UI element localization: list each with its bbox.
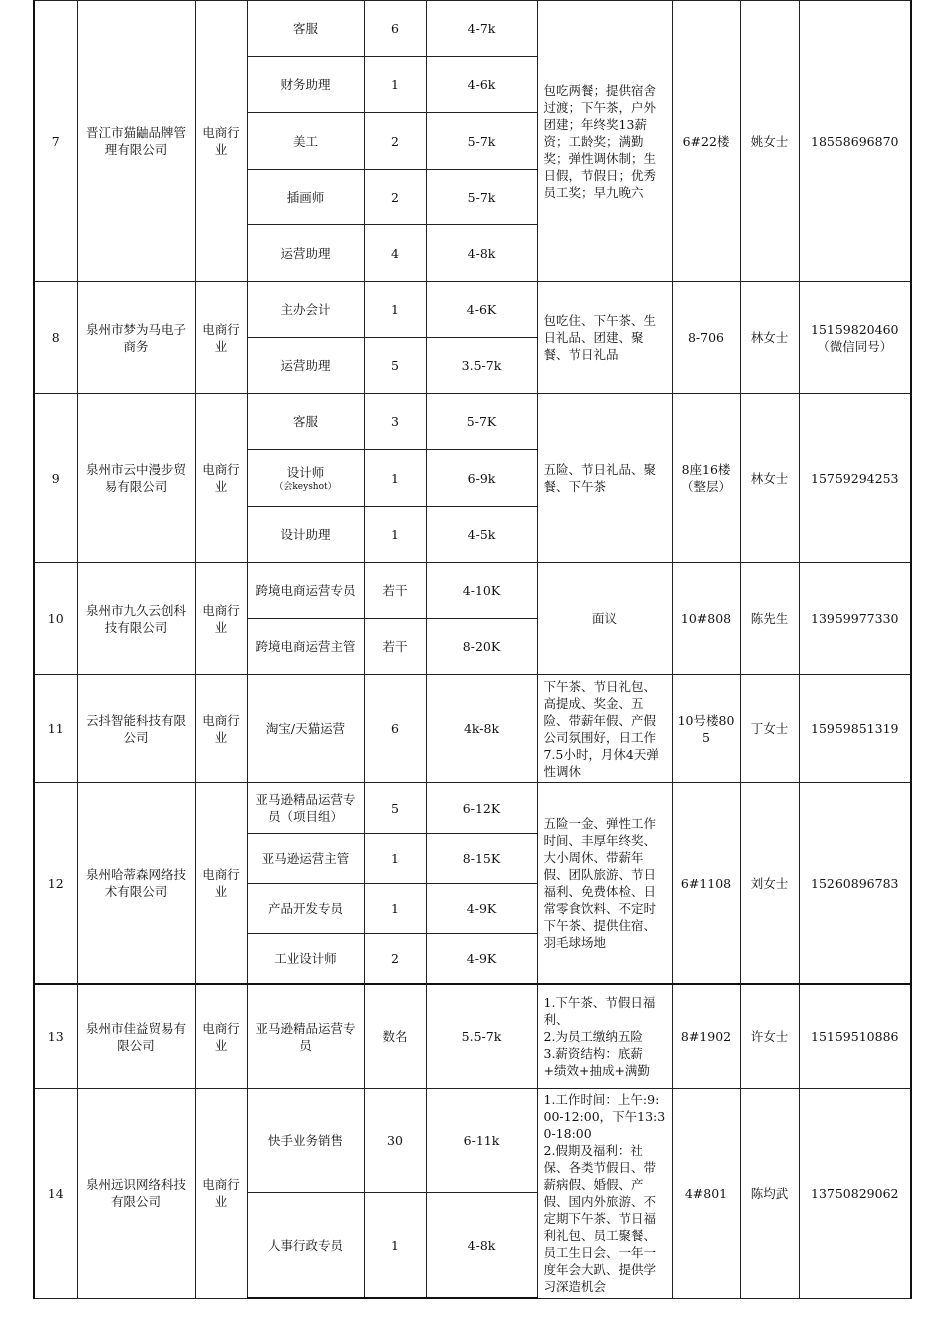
- table-row: [34, 984, 911, 1089]
- company-name: 泉州远识网络科技有限公司: [77, 1089, 195, 1299]
- job-title: 运营助理: [247, 225, 364, 282]
- contact-phone: 15159510886: [799, 984, 911, 1089]
- contact-phone: 15959851319: [799, 675, 911, 783]
- job-title: 跨境电商运营主管: [247, 619, 364, 675]
- job-count: 1: [364, 884, 426, 934]
- job-count: 若干: [364, 619, 426, 675]
- benefits: 下午茶、节日礼包、高提成、奖金、五险、带薪年假、产假公司氛围好，日工作7.5小时，月休4天弹性调休: [537, 675, 672, 783]
- company-name: 泉州市九久云创科技有限公司: [77, 563, 195, 675]
- job-salary: 8-20K: [426, 619, 537, 675]
- office-location: 6#1108: [672, 783, 740, 985]
- job-count: 1: [364, 507, 426, 563]
- job-title: 工业设计师: [247, 934, 364, 985]
- table-row: [34, 1089, 911, 1193]
- office-location: 8座16楼（整层）: [672, 394, 740, 563]
- job-salary: 6-9k: [426, 450, 537, 507]
- table-row: [34, 394, 911, 450]
- company-name: 泉州哈蒂森网络技术有限公司: [77, 783, 195, 985]
- job-title: 财务助理: [247, 57, 364, 113]
- row-number: 8: [34, 282, 77, 394]
- job-title: 淘宝/天猫运营: [247, 675, 364, 783]
- table-body: [34, 1, 911, 1299]
- job-salary: 5.5-7k: [426, 984, 537, 1089]
- row-number: 13: [34, 984, 77, 1089]
- row-number: 12: [34, 783, 77, 985]
- job-count: 6: [364, 1, 426, 57]
- company-name: 晋江市猫鼬品牌管理有限公司: [77, 1, 195, 282]
- job-count: 1: [364, 1193, 426, 1299]
- contact-person: 林女士: [740, 282, 799, 394]
- row-number: 11: [34, 675, 77, 783]
- job-title: 人事行政专员: [247, 1193, 364, 1299]
- job-salary: 3.5-7k: [426, 338, 537, 394]
- contact-phone: 15759294253: [799, 394, 911, 563]
- job-title: 运营助理: [247, 338, 364, 394]
- contact-person: 丁女士: [740, 675, 799, 783]
- job-title: 插画师: [247, 170, 364, 225]
- benefits: 1.下午茶、节假日福利、 2.为员工缴纳五险 3.薪资结构：底薪+绩效+抽成+满勤: [537, 984, 672, 1089]
- job-count: 4: [364, 225, 426, 282]
- company-name: 泉州市佳益贸易有限公司: [77, 984, 195, 1089]
- company-name: 泉州市云中漫步贸易有限公司: [77, 394, 195, 563]
- job-title: 客服: [247, 394, 364, 450]
- job-salary: 4-8k: [426, 225, 537, 282]
- job-title: 设计助理: [247, 507, 364, 563]
- industry: 电商行业: [195, 984, 247, 1089]
- table-row: [34, 1, 911, 57]
- job-title: 亚马逊精品运营专员（项目组）: [247, 783, 364, 834]
- industry: 电商行业: [195, 1089, 247, 1299]
- table-row: [34, 282, 911, 338]
- contact-phone: 13750829062: [799, 1089, 911, 1299]
- row-number: 10: [34, 563, 77, 675]
- row-number: 9: [34, 394, 77, 563]
- job-title: 跨境电商运营专员: [247, 563, 364, 619]
- office-location: 10#808: [672, 563, 740, 675]
- contact-phone: 15260896783: [799, 783, 911, 985]
- office-location: 8-706: [672, 282, 740, 394]
- job-count: 1: [364, 57, 426, 113]
- benefits: 面议: [537, 563, 672, 675]
- job-salary: 4-7k: [426, 1, 537, 57]
- contact-phone: 13959977330: [799, 563, 911, 675]
- job-count: 5: [364, 338, 426, 394]
- industry: 电商行业: [195, 783, 247, 985]
- company-name: 泉州市梦为马电子商务: [77, 282, 195, 394]
- job-count: 1: [364, 834, 426, 884]
- job-salary: 4-8k: [426, 1193, 537, 1299]
- industry: 电商行业: [195, 1, 247, 282]
- job-salary: 5-7k: [426, 113, 537, 170]
- contact-phone: 18558696870: [799, 1, 911, 282]
- job-salary: 6-12K: [426, 783, 537, 834]
- contact-person: 姚女士: [740, 1, 799, 282]
- job-title: 快手业务销售: [247, 1089, 364, 1193]
- office-location: 10号楼805: [672, 675, 740, 783]
- row-number: 7: [34, 1, 77, 282]
- benefits: 1.工作时间：上午:9:00-12:00，下午13:30-18:00 2.假期及福利：社保、各类节假日、带薪病假、婚假、产假、国内外旅游、不定期下午茶、节日福利礼包、员工聚餐、员工生日会、一年一度年会大趴、提供学习深造机会: [537, 1089, 672, 1299]
- job-listing-table: [33, 0, 912, 1299]
- job-title-text: 设计师: [286, 464, 325, 480]
- row-number: 14: [34, 1089, 77, 1299]
- benefits: 包吃两餐；提供宿舍过渡；下午茶，户外团建；年终奖13薪资；工龄奖；满勤奖；弹性调休制；生日假，节假日；优秀员工奖；早九晚六: [537, 1, 672, 282]
- industry: 电商行业: [195, 563, 247, 675]
- contact-person: 陈均武: [740, 1089, 799, 1299]
- table-row: [34, 783, 911, 834]
- table-row: [34, 675, 911, 783]
- job-salary: 4-9K: [426, 934, 537, 985]
- job-salary: 4-6K: [426, 282, 537, 338]
- job-title: 主办会计: [247, 282, 364, 338]
- job-title: 产品开发专员: [247, 884, 364, 934]
- job-listing-sheet: [33, 0, 910, 1297]
- job-salary: 4-9K: [426, 884, 537, 934]
- job-salary: 6-11k: [426, 1089, 537, 1193]
- job-count: 2: [364, 113, 426, 170]
- benefits: 包吃住、下午茶、生日礼品、团建、聚餐、节日礼品: [537, 282, 672, 394]
- contact-person: 林女士: [740, 394, 799, 563]
- contact-person: 刘女士: [740, 783, 799, 985]
- industry: 电商行业: [195, 282, 247, 394]
- job-count: 6: [364, 675, 426, 783]
- industry: 电商行业: [195, 394, 247, 563]
- job-salary: 5-7k: [426, 170, 537, 225]
- contact-phone: 15159820460（微信同号）: [799, 282, 911, 394]
- job-count: 若干: [364, 563, 426, 619]
- table-row: [34, 563, 911, 619]
- job-title: 亚马逊精品运营专员: [247, 984, 364, 1089]
- job-salary: 8-15K: [426, 834, 537, 884]
- job-salary: 4-5k: [426, 507, 537, 563]
- job-salary: 4-6k: [426, 57, 537, 113]
- job-count: 5: [364, 783, 426, 834]
- job-count: 3: [364, 394, 426, 450]
- contact-person: 陈先生: [740, 563, 799, 675]
- contact-person: 许女士: [740, 984, 799, 1089]
- industry: 电商行业: [195, 675, 247, 783]
- job-title: 亚马逊运营主管: [247, 834, 364, 884]
- company-name: 云抖智能科技有限公司: [77, 675, 195, 783]
- job-title: 客服: [247, 1, 364, 57]
- job-salary: 4-10K: [426, 563, 537, 619]
- benefits: 五险一金、弹性工作时间、丰厚年终奖、大小周休、带薪年假、团队旅游、节日福利、免费体检、日常零食饮料、不定时下午茶、提供住宿、羽毛球场地: [537, 783, 672, 985]
- office-location: 6#22楼: [672, 1, 740, 282]
- job-count: 1: [364, 450, 426, 507]
- job-count: 2: [364, 934, 426, 985]
- job-count: 2: [364, 170, 426, 225]
- job-title-note: （会keyshot）: [274, 481, 337, 492]
- office-location: 8#1902: [672, 984, 740, 1089]
- job-salary: 4k-8k: [426, 675, 537, 783]
- job-title: [247, 450, 364, 507]
- job-count: 30: [364, 1089, 426, 1193]
- benefits: 五险、节日礼品、聚餐、下午茶: [537, 394, 672, 563]
- job-salary: 5-7K: [426, 394, 537, 450]
- job-count: 数名: [364, 984, 426, 1089]
- job-title: 美工: [247, 113, 364, 170]
- job-count: 1: [364, 282, 426, 338]
- office-location: 4#801: [672, 1089, 740, 1299]
